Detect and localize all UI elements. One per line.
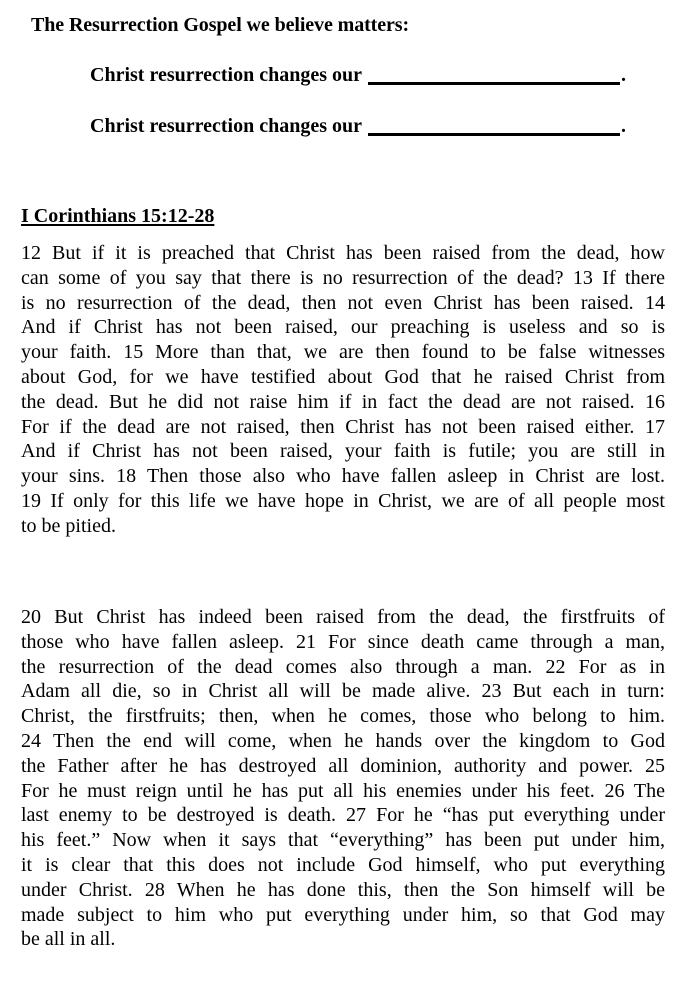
scripture-line	[21, 878, 665, 903]
scripture-line-text: And if Christ has not been raised, our preaching is useless and so is	[21, 316, 665, 339]
fill-in-prompt: Christ resurrection changes our	[90, 64, 363, 86]
scripture-line	[21, 704, 665, 729]
blank-answer-line	[368, 82, 620, 85]
scripture-line	[21, 754, 665, 779]
scripture-line-text: made subject to him who put everything under him, so that God may	[21, 903, 665, 926]
scripture-paragraph-1	[21, 241, 665, 539]
scripture-line-text: 20 But Christ has indeed been raised from the dead, the firstfruits of	[21, 606, 665, 628]
scripture-line-text: about God, for we have testified about God that he raised Christ from	[21, 365, 665, 388]
scripture-line-text: is no resurrection of the dead, then not even Christ has been raised. 14	[21, 291, 665, 314]
scripture-line	[21, 828, 665, 853]
fill-in-terminator: .	[621, 115, 627, 137]
scripture-line-text: be all in all.	[21, 928, 116, 951]
scripture-reference-heading: I Corinthians 15:12-28	[21, 205, 215, 227]
fill-in-blank-2	[90, 115, 626, 138]
scripture-line-text: your faith. 15 More than that, we are then found to be false witnesses	[21, 341, 665, 364]
scripture-line	[21, 390, 665, 415]
document-title: The Resurrection Gospel we believe matters:	[31, 14, 410, 36]
scripture-line-text: For if the dead are not raised, then Christ has not been raised either. 17	[21, 415, 665, 438]
scripture-line	[21, 655, 665, 680]
scripture-line-text: can some of you say that there is no resurrection of the dead? 13 If there	[21, 266, 665, 289]
scripture-line-text: your sins. 18 Then those also who have fallen asleep in Christ are lost.	[21, 465, 665, 488]
fill-in-terminator: .	[621, 64, 627, 86]
scripture-line	[21, 679, 665, 704]
scripture-line-text: Adam all die, so in Christ all will be made alive. 23 But each in turn:	[21, 680, 665, 703]
scripture-line-text: last enemy to be destroyed is death. 27 For he “has put everything under	[21, 804, 665, 827]
scripture-line-text: For he must reign until he has put all his enemies under his feet. 26 The	[21, 779, 665, 802]
scripture-line-text: 24 Then the end will come, when he hands over the kingdom to God	[21, 729, 665, 752]
scripture-line	[21, 464, 665, 489]
scripture-line-text: those who have fallen asleep. 21 For since death came through a man,	[21, 630, 665, 653]
scripture-line	[21, 903, 665, 928]
scripture-line-text: the dead. But he did not raise him if in fact the dead are not raised. 16	[21, 390, 665, 413]
scripture-line-text: 19 If only for this life we have hope in Christ, we are of all people most	[21, 489, 665, 512]
scripture-line	[21, 779, 665, 804]
scripture-line	[21, 415, 665, 440]
scripture-line	[21, 439, 665, 464]
fill-in-prompt: Christ resurrection changes our	[90, 115, 363, 137]
scripture-line	[21, 315, 665, 340]
fill-in-blank-1	[90, 64, 626, 87]
scripture-line	[21, 365, 665, 390]
scripture-line	[21, 291, 665, 316]
scripture-line-text: under Christ. 28 When he has done this, then the Son himself will be	[21, 878, 665, 901]
scripture-line	[21, 514, 665, 539]
scripture-line-text: the Father after he has destroyed all dominion, authority and power. 25	[21, 754, 665, 777]
scripture-line	[21, 241, 665, 266]
scripture-line	[21, 853, 665, 878]
scripture-line	[21, 605, 665, 630]
scripture-line-text: And if Christ has not been raised, your faith is futile; you are still in	[21, 440, 665, 463]
scripture-line	[21, 489, 665, 514]
scripture-paragraph-2	[21, 605, 665, 952]
scripture-line	[21, 729, 665, 754]
blank-answer-line	[368, 133, 620, 136]
scripture-line-text: it is clear that this does not include God himself, who put everything	[21, 853, 665, 876]
scripture-line-text: to be pitied.	[21, 514, 116, 537]
scripture-line-text: his feet.” Now when it says that “everything” has been put under him,	[21, 829, 665, 852]
scripture-line-text: 12 But if it is preached that Christ has been raised from the dead, how	[21, 242, 665, 264]
scripture-line	[21, 927, 665, 952]
scripture-line	[21, 630, 665, 655]
scripture-line-text: the resurrection of the dead comes also through a man. 22 For as in	[21, 655, 665, 678]
scripture-line	[21, 340, 665, 365]
scripture-line	[21, 803, 665, 828]
scripture-line-text: Christ, the firstfruits; then, when he comes, those who belong to him.	[21, 705, 665, 728]
scripture-line	[21, 266, 665, 291]
